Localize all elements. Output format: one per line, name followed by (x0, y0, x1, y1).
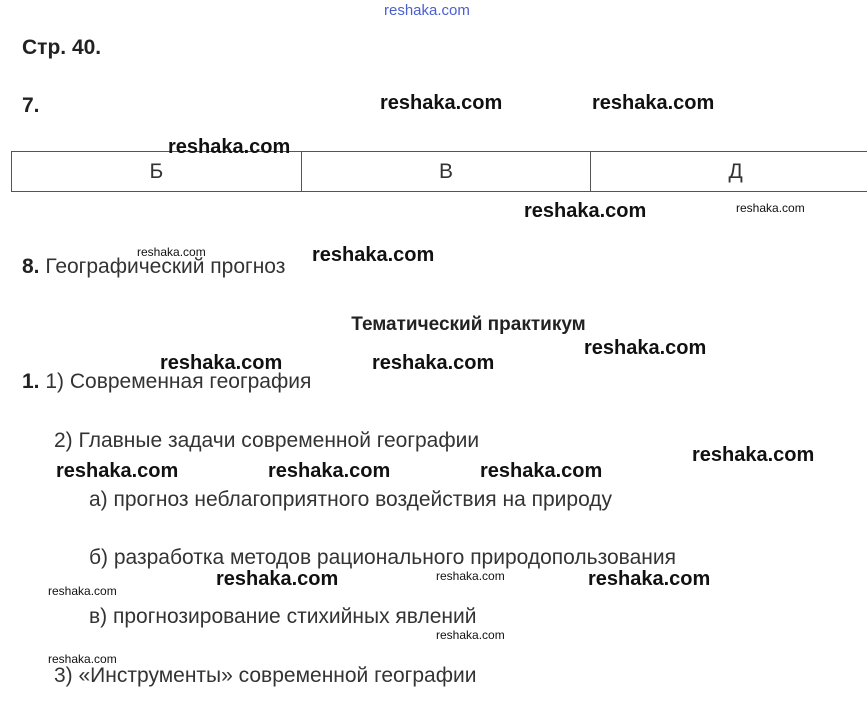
table-cell-2: В (301, 152, 591, 192)
task-8-text: Географический прогноз (39, 255, 286, 278)
item-1-number: 1. (22, 370, 40, 393)
item-2b: б) разработка методов рационального природопользования (89, 546, 676, 569)
watermark: reshaka.com (584, 337, 707, 359)
item-2: 2) Главные задачи современной географии (54, 429, 480, 452)
watermark: reshaka.com (524, 200, 647, 222)
answer-table (11, 151, 867, 192)
task-7-number: 7. (22, 94, 40, 117)
watermark: reshaka.com (592, 92, 715, 114)
table-row (12, 152, 867, 192)
table-cell-3: Д (591, 152, 867, 192)
watermark: reshaka.com (48, 584, 117, 598)
watermark: reshaka.com (48, 652, 117, 666)
watermark: reshaka.com (588, 568, 711, 590)
item-2c: в) прогнозирование стихийных явлений (89, 605, 477, 628)
watermark: reshaka.com (372, 352, 495, 374)
watermark: reshaka.com (268, 460, 391, 482)
watermark: reshaka.com (312, 244, 435, 266)
watermark: reshaka.com (137, 245, 206, 259)
watermark: reshaka.com (692, 444, 815, 466)
watermark: reshaka.com (480, 460, 603, 482)
watermark: reshaka.com (436, 628, 505, 642)
item-2a: а) прогноз неблагоприятного воздействия на природу (89, 488, 613, 511)
watermark: reshaka.com (56, 460, 179, 482)
table-cell-1: Б (12, 152, 302, 192)
watermark: reshaka.com (168, 136, 291, 158)
watermark: reshaka.com (160, 352, 283, 374)
watermark: reshaka.com (380, 92, 503, 114)
watermark: reshaka.com (436, 569, 505, 583)
site-header-link[interactable]: reshaka.com (384, 2, 470, 19)
page-number: Стр. 40. (22, 36, 102, 59)
section-title: Тематический практикум (351, 314, 586, 335)
item-1-text: 1) Современная география (39, 370, 312, 393)
task-8-number: 8. (22, 255, 40, 278)
watermark: reshaka.com (216, 568, 339, 590)
watermark: reshaka.com (736, 201, 805, 215)
item-3: 3) «Инструменты» современной географии (54, 664, 477, 687)
